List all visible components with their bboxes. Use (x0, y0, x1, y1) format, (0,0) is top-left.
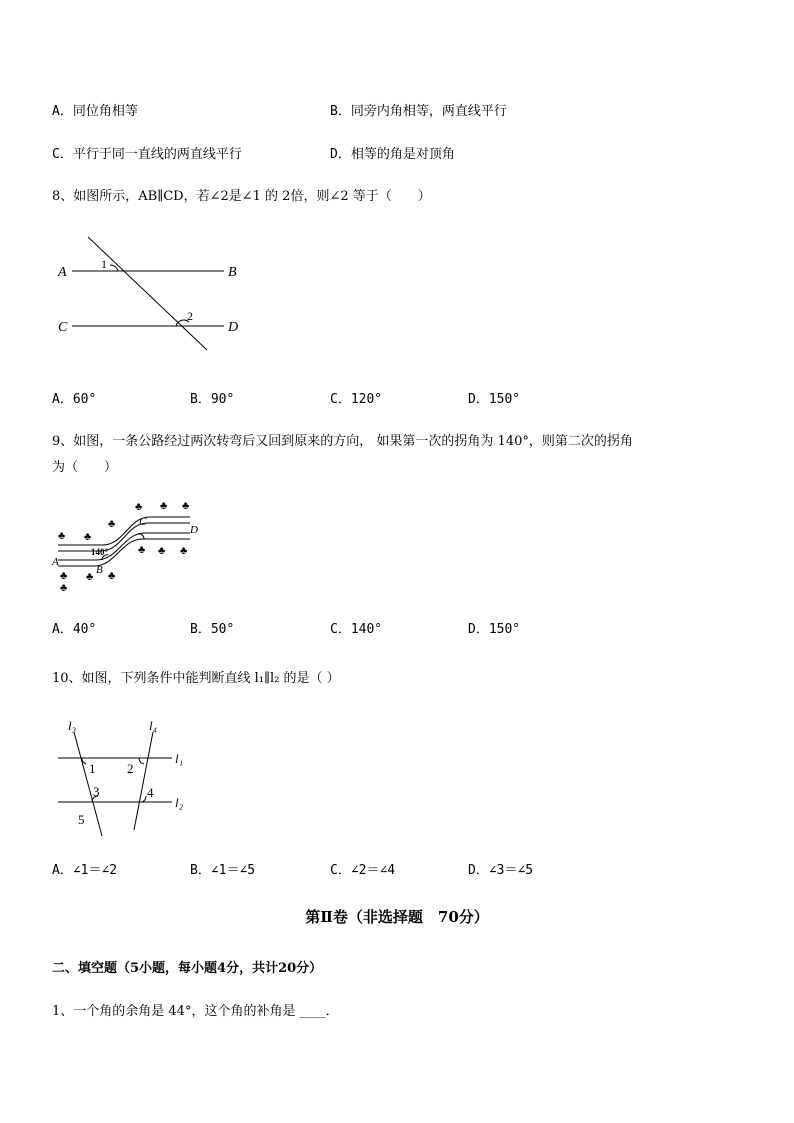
label-l4: l₄ (149, 718, 158, 733)
q9-option-c: C．140° (330, 622, 383, 637)
label-angle2: 2 (187, 309, 193, 323)
q7-option-a: A．同位角相等 (52, 104, 138, 119)
label-c: C (139, 516, 147, 528)
label-angle5: 5 (78, 812, 85, 827)
q10-option-c: C．∠2＝∠4 (330, 863, 396, 878)
q10-figure (52, 712, 202, 842)
q9-option-d: D．150° (468, 622, 521, 637)
angle4-arc (142, 796, 146, 802)
transversal-line (88, 237, 207, 350)
q10-stem: 10、如图，下列条件中能判断直线 l₁∥l₂ 的是（ ） (52, 671, 340, 686)
q9-option-b: B．50° (190, 622, 235, 637)
tree-icon: ♣ (86, 571, 94, 583)
q9-stem-line1: 9、如图，一条公路经过两次转弯后又回到原来的方向， 如果第一次的拐角为 140°，则第二次的拐角 (52, 434, 633, 449)
tree-icon: ♣ (135, 501, 143, 513)
label-angle3: 3 (93, 784, 100, 799)
q8-option-a: A．60° (52, 392, 97, 407)
q7-option-b: B．同旁内角相等，两直线平行 (330, 104, 507, 119)
angle-arc-c (138, 534, 144, 539)
q10-option-b: B．∠1＝∠5 (190, 863, 256, 878)
q7-option-d: D．相等的角是对顶角 (330, 147, 455, 162)
label-l3: l₃ (68, 718, 77, 733)
label-angle2: 2 (127, 761, 134, 776)
section2-title: 二、填空题（5小题，每小题4分，共计20分） (52, 961, 323, 976)
line-l4 (134, 732, 153, 830)
part2-title: 第Ⅱ卷（非选择题 70分） (305, 908, 489, 926)
q7-option-c: C．平行于同一直线的两直线平行 (52, 147, 242, 162)
q8-figure (52, 230, 252, 355)
label-angle1: 1 (101, 257, 107, 271)
label-a: A (52, 556, 59, 568)
label-angle1: 1 (89, 761, 96, 776)
tree-icon: ♣ (160, 500, 168, 512)
tree-icon: ♣ (158, 545, 166, 557)
tree-icon: ♣ (60, 570, 68, 582)
q10-option-d: D．∠3＝∠5 (468, 863, 534, 878)
tree-icon: ♣ (84, 531, 92, 543)
label-d: D (190, 524, 198, 536)
label-angle4: 4 (147, 785, 154, 800)
tree-icon: ♣ (58, 530, 66, 542)
tree-icon: ♣ (182, 500, 190, 512)
road-edge-top (58, 517, 190, 545)
q8-stem: 8、如图所示，AB∥CD，若∠2是∠1 的 2倍，则∠2 等于（ ） (52, 189, 431, 204)
label-a: A (58, 265, 67, 280)
label-l2: l₂ (175, 795, 184, 810)
q8-option-b: B．90° (190, 392, 235, 407)
label-angle-140: 140° (91, 547, 109, 557)
tree-icon: ♣ (108, 570, 116, 582)
tree-icon: ♣ (180, 545, 188, 557)
fill1-stem: 1、一个角的余角是 44°，这个角的补角是 ____． (52, 1004, 339, 1019)
tree-icon: ♣ (108, 518, 116, 530)
q9-road-figure (50, 495, 210, 600)
q9-option-a: A．40° (52, 622, 97, 637)
label-b: B (96, 564, 103, 576)
label-c: C (58, 320, 68, 335)
angle1-arc (110, 265, 118, 271)
label-d: D (228, 320, 239, 335)
label-l1: l₁ (175, 751, 184, 766)
angle2-arc (139, 758, 144, 764)
label-b: B (228, 265, 237, 280)
q10-option-a: A．∠1＝∠2 (52, 863, 118, 878)
q8-option-d: D．150° (468, 392, 521, 407)
tree-icon: ♣ (138, 544, 146, 556)
q8-option-c: C．120° (330, 392, 383, 407)
q9-stem-line2: 为（ ） (52, 460, 118, 475)
tree-icon: ♣ (60, 582, 68, 594)
